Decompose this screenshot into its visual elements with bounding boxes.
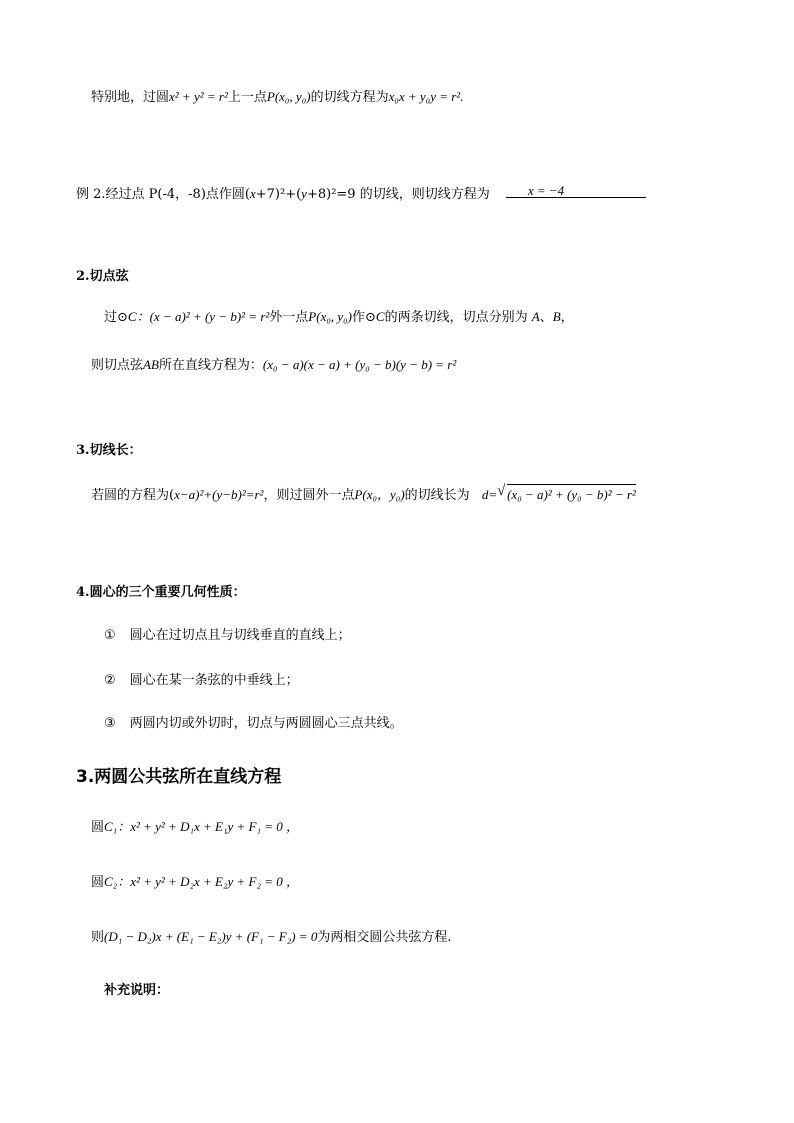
example2-question-mid: +7)²+( (255, 187, 302, 202)
chord-line1-point: P(x₀, y₀) (308, 309, 352, 324)
result-prefix: 则 (91, 930, 105, 945)
circle2-eq: ：x² + y² + D₂x + E₂y + F₂ = 0 ， (117, 874, 300, 889)
property-3-text: 两圆内切或外切时，切点与两圆圆心三点共线。 (129, 716, 403, 731)
common-chord-result-line (91, 928, 451, 947)
circle2-name: C₂ (104, 874, 118, 889)
special-case-point: P(x₀, y₀) (266, 89, 311, 104)
result-eq: (D₁ − D₂)x + (E₁ − E₂)y + (F₁ − F₂) = 0 (104, 929, 318, 944)
special-case-prefix: 特别地，过圆 (91, 90, 170, 105)
chord-line1-mid: 外一点 (269, 310, 309, 325)
supplement-label: 补充说明： (104, 983, 170, 998)
chord-line1-A: A (531, 309, 540, 324)
heading-tangent-length: 3.切线长： (76, 443, 142, 458)
circle1-name: C₁ (104, 819, 118, 834)
property-2-text: 圆心在某一条弦的中垂线上； (129, 673, 299, 688)
property-1-number: ① (104, 628, 116, 643)
chord-line1-end: ， (560, 310, 574, 325)
property-item-3 (104, 715, 403, 733)
chord-line1-mid2: 作⊙ (351, 310, 376, 325)
chord-line2-eq: (x₀ − a)(x − a) + (y₀ − b)(y − b) = r² (262, 357, 457, 372)
example2-question-tail: +8)²=9 的切线，则切线方程为 (306, 187, 490, 202)
property-1-text: 圆心在过切点且与切线垂直的直线上； (129, 628, 351, 643)
tangent-length-mid: ，则过圆外一点 (263, 488, 355, 503)
tangent-length-d: d= (481, 487, 498, 502)
property-2-number: ② (104, 673, 116, 688)
chord-line-2 (91, 356, 456, 375)
chord-line1-C2: C (375, 309, 385, 324)
heading-chord-of-contact: 2.切点弦 (76, 269, 129, 284)
special-case-line (91, 88, 463, 107)
special-case-tangent-eq: x₀x + y₀y = r². (388, 89, 464, 104)
result-suffix: 为两相交圆公共弦方程. (317, 930, 452, 945)
special-case-mid: 上一点 (227, 90, 267, 105)
special-case-suffix: 的切线方程为 (310, 90, 389, 105)
chord-line1-circle: ：(x − a)² + (y − b)² = r² (136, 309, 270, 324)
sqrt-expression (497, 484, 636, 504)
property-item-1 (104, 627, 351, 645)
sqrt-sign-icon: √ (497, 483, 506, 499)
chord-line1-prefix: 过⊙ (104, 310, 128, 325)
example2-var-y: y (301, 186, 307, 201)
chord-line1-sep: 、 (539, 310, 553, 325)
circle1-eq: ：x² + y² + D₁x + E₁y + F₁ = 0 ， (117, 819, 300, 834)
special-case-circle-eq: x² + y² = r² (169, 89, 228, 104)
circle2-line (91, 873, 299, 892)
chord-line1-C: C (127, 309, 137, 324)
sqrt-radicand: (x₀ − a)² + (y₀ − b)² − r² (507, 484, 636, 504)
heading-common-chord: 3.两圆公共弦所在直线方程 (76, 767, 282, 787)
example2-question-lead: 例 2.经过点 P(-4，-8)点作圆( (76, 187, 250, 202)
example2-line (76, 183, 646, 204)
tangent-length-eq: x−a)²+(y−b)²=r² (174, 487, 264, 502)
chord-line2-AB: AB (143, 357, 159, 372)
answer-blank (506, 183, 646, 198)
chord-line1-B: B (552, 309, 561, 324)
property-item-2 (104, 672, 299, 690)
tangent-length-prefix: 若圆的方程为( (91, 488, 175, 503)
chord-line2-mid: 所在直线方程为： (158, 358, 263, 373)
heading-center-properties: 4.圆心的三个重要几何性质： (76, 585, 246, 600)
circle1-label: 圆 (91, 820, 105, 835)
circle1-line (91, 818, 299, 837)
tangent-length-line (91, 484, 636, 505)
property-3-number: ③ (104, 716, 116, 731)
tangent-length-suffix: 的切线长为 (404, 488, 470, 503)
answer-value: x = −4 (527, 183, 565, 198)
tangent-length-point: P(x₀，y₀) (354, 487, 405, 502)
chord-line-1 (104, 308, 574, 327)
chord-line1-suffix: 的两条切线，切点分别为 (384, 310, 528, 325)
circle2-label: 圆 (91, 875, 105, 890)
chord-line2-prefix: 则切点弦 (91, 358, 144, 373)
example2-var-x: x (249, 186, 256, 201)
